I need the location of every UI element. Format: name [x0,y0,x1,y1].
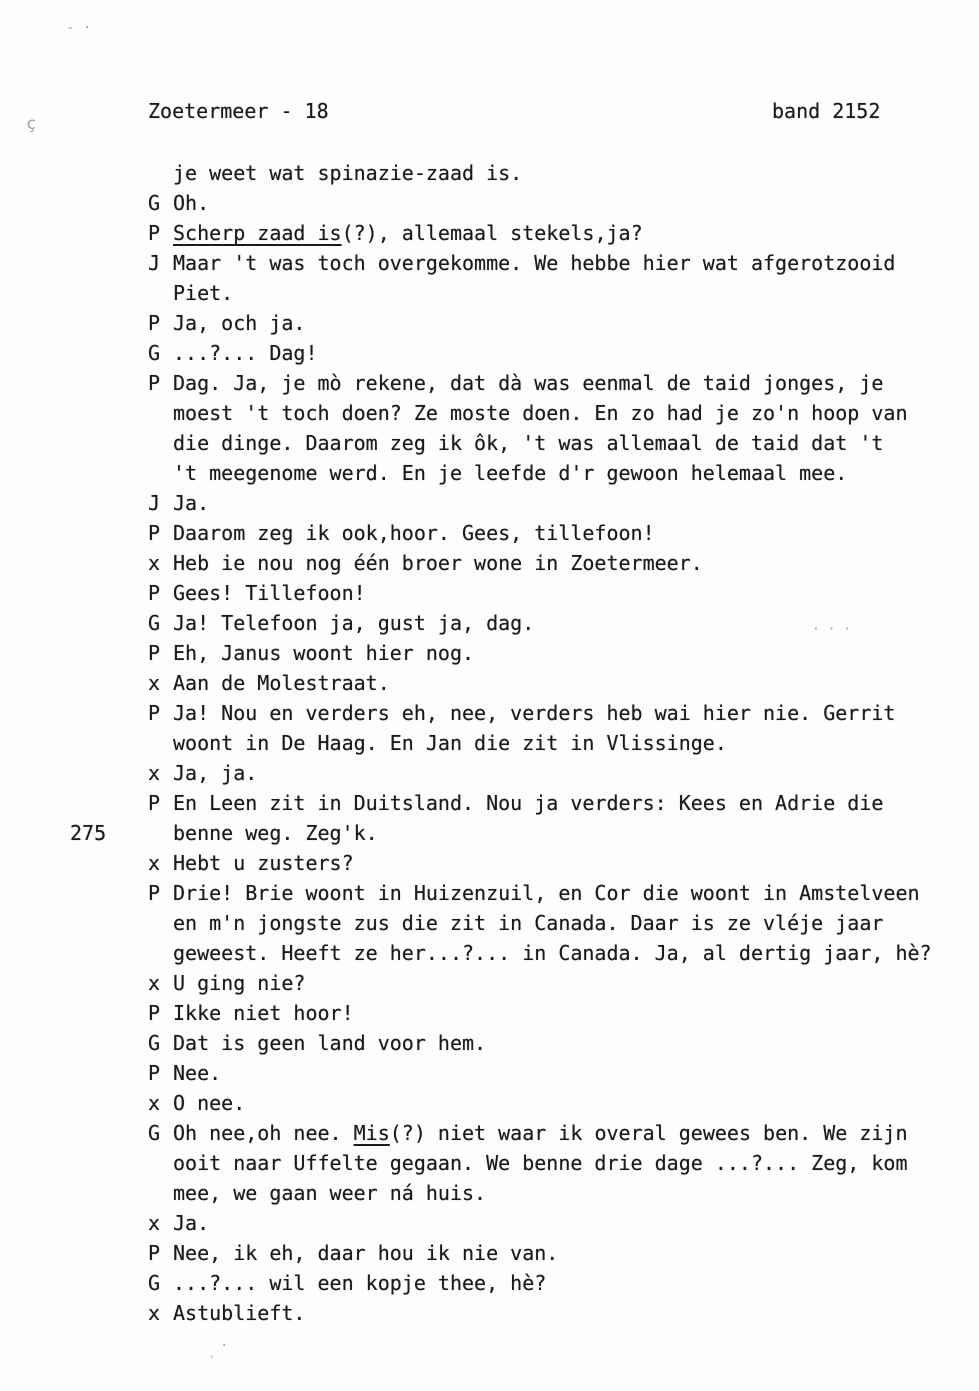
transcript-line [148,878,968,908]
transcript-line [148,158,968,188]
line-text [173,1088,968,1118]
transcript-line [148,1028,968,1058]
speaker-label [148,428,173,458]
speaker-label: x [148,851,161,875]
text-segment: ooit naar Uffelte gegaan. We benne drie dage ...?... Zeg, kom [173,1151,908,1175]
text-segment: Ja. [173,1211,210,1235]
speaker-label: P [148,881,161,905]
speaker-label: P [148,371,161,395]
scan-artifact: · [220,1338,229,1354]
speaker-label [148,278,173,308]
transcript-line [148,998,968,1028]
text-segment: Ja! Telefoon ja, gust ja, dag. [173,611,535,635]
speaker-label: G [148,1271,161,1295]
text-segment: die dinge. Daarom zeg ik ôk, 't was allemaal de taid dat 't [173,431,884,455]
transcript-line [148,278,968,308]
text-segment: Dag. Ja, je mò rekene, dat dà was eenmal de taid jonges, je [173,371,884,395]
transcript-line [148,968,968,998]
speaker-label: G [148,341,161,365]
text-segment: Gees! Tillefoon! [173,581,366,605]
text-segment: ...?... Dag! [173,341,318,365]
line-text [173,278,968,308]
line-text [173,818,968,848]
speaker-label: J [148,251,161,275]
transcript-line [148,1118,968,1148]
text-segment: Nee, ik eh, daar hou ik nie van. [173,1241,559,1265]
text-segment: Aan de Molestraat. [173,671,390,695]
speaker-label: x [148,551,161,575]
speaker-label: P [148,581,161,605]
line-text [173,908,968,938]
speaker-label [148,728,173,758]
speaker-label: x [148,761,161,785]
speaker-label: P [148,1061,161,1085]
transcript-line [148,1208,968,1238]
text-segment: O nee. [173,1091,246,1115]
transcript-line [148,758,968,788]
page-header-location: Zoetermeer - 18 [148,99,329,123]
transcript-line [148,368,968,398]
speaker-label [148,1148,173,1178]
transcript-line [148,1238,968,1268]
line-text [173,458,968,488]
line-text [173,158,968,188]
underlined-text: Mis [353,1121,390,1145]
scan-artifact: ç [26,114,37,134]
line-text [173,398,968,428]
text-segment: je weet wat spinazie-zaad is. [173,161,523,185]
text-segment: Ja, och ja. [173,311,306,335]
line-text [173,1238,968,1268]
text-segment: ...?... wil een kopje thee, hè? [173,1271,547,1295]
speaker-label: x [148,1091,161,1115]
text-segment: U ging nie? [173,971,306,995]
speaker-label [148,818,173,848]
speaker-label: P [148,701,161,725]
margin-line-number: 275 [70,821,107,845]
transcript-line [148,1298,968,1328]
line-text [173,848,968,878]
text-segment: Ja, ja. [173,761,258,785]
line-text [173,428,968,458]
scan-artifact: - · [66,20,92,36]
transcript-line [148,818,968,848]
text-segment: En Leen zit in Duitsland. Nou ja verders: Kees en Adrie die [173,791,884,815]
text-segment: 't meegenome werd. En je leefde d'r gewoon helemaal mee. [173,461,848,485]
speaker-label [148,158,173,188]
transcript-line [148,398,968,428]
speaker-label: x [148,1301,161,1325]
line-text [173,338,968,368]
transcript [148,158,968,1328]
transcript-line [148,548,968,578]
text-segment: (?) niet waar ik overal gewees ben. We zijn [389,1121,908,1145]
speaker-label [148,938,173,968]
transcript-line [148,788,968,818]
transcript-line [148,1148,968,1178]
transcript-line [148,428,968,458]
scan-artifact: · [208,1350,216,1364]
line-text [173,668,968,698]
text-segment: (?), allemaal stekels,ja? [341,221,643,245]
transcript-line [148,908,968,938]
line-text [173,1148,968,1178]
text-segment: Oh nee,oh nee. [173,1121,354,1145]
line-text [173,878,968,908]
line-text [173,698,968,728]
text-segment: Ja. [173,491,210,515]
line-text [173,1118,968,1148]
text-segment: Maar 't was toch overgekomme. We hebbe hier wat afgerotzooid [173,251,896,275]
line-text [173,1178,968,1208]
line-text [173,488,968,518]
transcript-line [148,218,968,248]
line-text [173,788,968,818]
transcript-line [148,848,968,878]
text-segment: Eh, Janus woont hier nog. [173,641,475,665]
speaker-label: P [148,791,161,815]
text-segment: Nee. [173,1061,222,1085]
text-segment: woont in De Haag. En Jan die zit in Vlissinge. [173,731,727,755]
scan-artifact: · · · [812,622,852,637]
speaker-label: P [148,221,161,245]
transcript-line [148,668,968,698]
text-segment: Oh. [173,191,210,215]
speaker-label [148,908,173,938]
text-segment: Heb ie nou nog één broer wone in Zoetermeer. [173,551,703,575]
page-header-band-number: band 2152 [772,99,881,123]
transcript-line [148,638,968,668]
text-segment: Dat is geen land voor hem. [173,1031,487,1055]
text-segment: Piet. [173,281,234,305]
transcript-line [148,458,968,488]
line-text [173,368,968,398]
text-segment: mee, we gaan weer ná huis. [173,1181,487,1205]
line-text [173,578,968,608]
speaker-label [148,398,173,428]
speaker-label: P [148,311,161,335]
transcript-line [148,728,968,758]
transcript-line [148,188,968,218]
speaker-label: G [148,191,161,215]
text-segment: Astublieft. [173,1301,306,1325]
speaker-label [148,458,173,488]
speaker-label: x [148,671,161,695]
speaker-label: x [148,1211,161,1235]
line-text [173,1028,968,1058]
transcript-line [148,1268,968,1298]
text-segment: Ikke niet hoor! [173,1001,354,1025]
speaker-label: P [148,1001,161,1025]
line-text [173,1268,968,1298]
transcript-line [148,698,968,728]
transcript-line [148,338,968,368]
transcript-line [148,518,968,548]
text-segment: geweest. Heeft ze her...?... in Canada. Ja, al dertig jaar, hè? [173,941,932,965]
line-text [173,1058,968,1088]
text-segment: benne weg. Zeg'k. [173,821,378,845]
speaker-label: G [148,1031,161,1055]
line-text [173,188,968,218]
line-text [173,638,968,668]
speaker-label [148,1178,173,1208]
transcript-line [148,1058,968,1088]
speaker-label: P [148,521,161,545]
underlined-text: Scherp zaad is [173,221,342,245]
transcript-line [148,488,968,518]
speaker-label: G [148,1121,161,1145]
speaker-label: J [148,491,161,515]
speaker-label: P [148,1241,161,1265]
line-text [173,308,968,338]
line-text [173,518,968,548]
text-segment: Drie! Brie woont in Huizenzuil, en Cor die woont in Amstelveen [173,881,920,905]
transcript-line [148,308,968,338]
text-segment: moest 't toch doen? Ze moste doen. En zo had je zo'n hoop van [173,401,908,425]
transcript-line [148,248,968,278]
transcript-line [148,578,968,608]
line-text [173,548,968,578]
line-text [173,218,968,248]
line-text [173,728,968,758]
text-segment: en m'n jongste zus die zit in Canada. Daar is ze vléje jaar [173,911,884,935]
transcript-line [148,1178,968,1208]
text-segment: Ja! Nou en verders eh, nee, verders heb wai hier nie. Gerrit [173,701,896,725]
transcript-line [148,1088,968,1118]
speaker-label: G [148,611,161,635]
speaker-label: P [148,641,161,665]
line-text [173,758,968,788]
transcript-line [148,938,968,968]
line-text [173,968,968,998]
text-segment: Daarom zeg ik ook,hoor. Gees, tillefoon! [173,521,655,545]
text-segment: Hebt u zusters? [173,851,354,875]
line-text [173,998,968,1028]
line-text [173,1298,968,1328]
speaker-label: x [148,971,161,995]
line-text [173,1208,968,1238]
line-text [173,938,968,968]
line-text [173,248,968,278]
